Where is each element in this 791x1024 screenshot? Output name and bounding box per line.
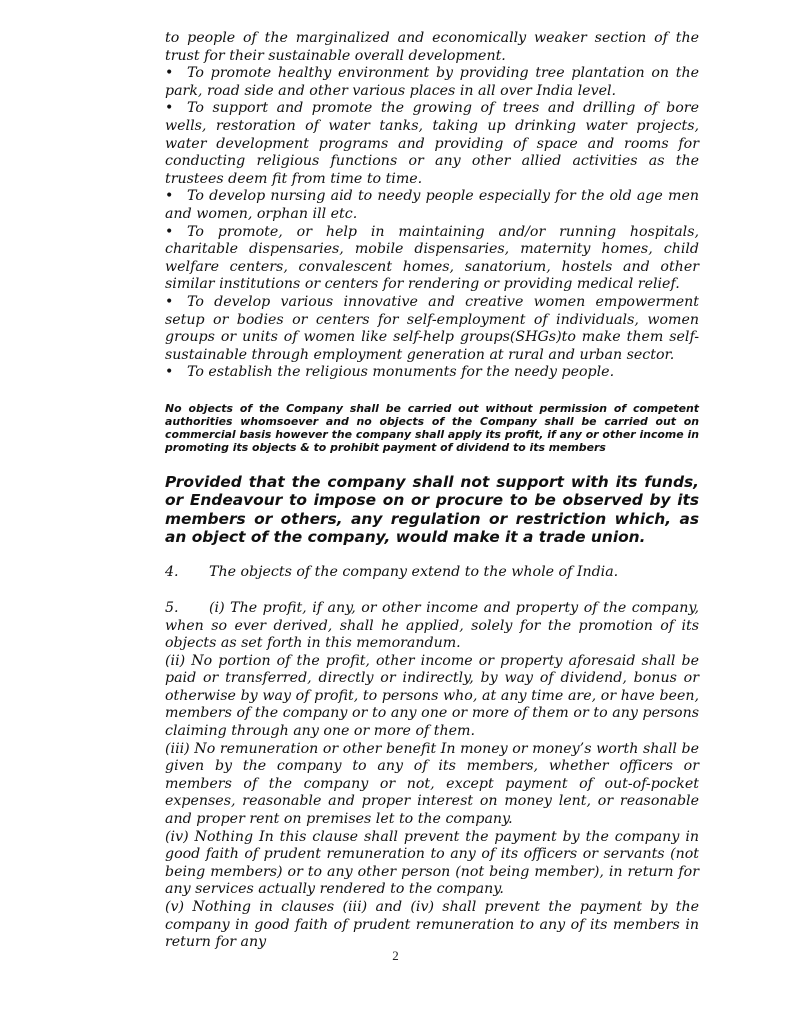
clause-5-item: (iii) No remuneration or other benefit In money or money’s worth shall be given by the company to any of its members, whether officers or members of the company or not, except payment of out-of-pocket expenses, reasonable and proper interest on money lent, or reasonable and proper rent on premises let to the company. bbox=[165, 740, 699, 828]
bullet-icon: • bbox=[165, 223, 174, 240]
clause-5-item: (ii) No portion of the profit, other income or property aforesaid shall be paid or transferred, directly or indirectly, by way of dividend, bonus or otherwise by way of profit, to persons who, at any time are, or have been, members of the company or to any one or more of them or to any persons claiming through any one or more of them. bbox=[165, 652, 699, 740]
bullet-item: • To promote, or help in maintaining and/or running hospitals, charitable dispensaries, mobile dispensaries, maternity homes, child welfare centers, convalescent homes, sanatorium, hostels and other similar institutions or centers for rendering or providing medical relief. bbox=[165, 223, 699, 293]
bullet-icon: • bbox=[165, 364, 174, 381]
page-number: 2 bbox=[392, 948, 399, 963]
bullet-item: • To develop various innovative and creative women empowerment setup or bodies or centers for self-employment of individuals, women groups or units of women like self-help groups(SHGs)to make them self-sustainable through employment generation at rural and urban sector. bbox=[165, 293, 699, 363]
clause-5-item: (iv) Nothing In this clause shall prevent the payment by the company in good faith of prudent remuneration to any of its officers or servants (not being members) or to any other person (not being member), in return for any services actually rendered to the company. bbox=[165, 828, 699, 898]
bullet-icon: • bbox=[165, 65, 174, 82]
intro-continuation: to people of the marginalized and economically weaker section of the trust for their sustainable overall development. bbox=[165, 30, 699, 64]
bullet-item: • To develop nursing aid to needy people especially for the old age men and women, orphan ill etc. bbox=[165, 188, 699, 222]
bullet-item: • To promote healthy environment by providing tree plantation on the park, road side and other various places in all over India level. bbox=[165, 65, 699, 99]
page-body bbox=[165, 30, 699, 952]
bullet-icon: • bbox=[165, 188, 174, 205]
clause-number: 5. bbox=[165, 599, 179, 616]
objects-bullet-list bbox=[165, 65, 699, 382]
bullet-item: • To support and promote the growing of trees and drilling of bore wells, restoration of water tanks, taking up drinking water projects, water development programs and providing of space and rooms for conducting religious functions or any other allied activities as the trustees deem fit from time to time. bbox=[165, 100, 699, 187]
clause-number: 4. bbox=[165, 564, 179, 581]
clause-4 bbox=[165, 564, 699, 582]
bullet-item: • To establish the religious monuments for the needy people. bbox=[165, 364, 615, 381]
trade-union-proviso: Provided that the company shall not support with its funds, or Endeavour to impose on or procure to be observed by its members or others, any regulation or restriction which, as an object of the company, would make it a trade union. bbox=[165, 472, 699, 546]
clause-5-item: 5. (i) The profit, if any, or other income and property of the company, when so ever derived, shall he applied, solely for the promotion of its objects as set forth in this memorandum. bbox=[165, 599, 699, 652]
bullet-icon: • bbox=[165, 293, 174, 310]
clause-text: The objects of the company extend to the whole of India. bbox=[209, 564, 619, 581]
bullet-icon: • bbox=[165, 100, 174, 117]
objects-notice: No objects of the Company shall be carried out without permission of competent authorities whomsoever and no objects of the Company shall be carried out on commercial basis however the company shall apply its profit, if any or other income in promoting its objects & to prohibit payment of dividend to its members bbox=[165, 401, 699, 455]
clause-5-item: (v) Nothing in clauses (iii) and (iv) shall prevent the payment by the company in good faith of prudent remuneration to any of its members in return for any bbox=[165, 899, 699, 951]
clause-5 bbox=[165, 600, 699, 952]
